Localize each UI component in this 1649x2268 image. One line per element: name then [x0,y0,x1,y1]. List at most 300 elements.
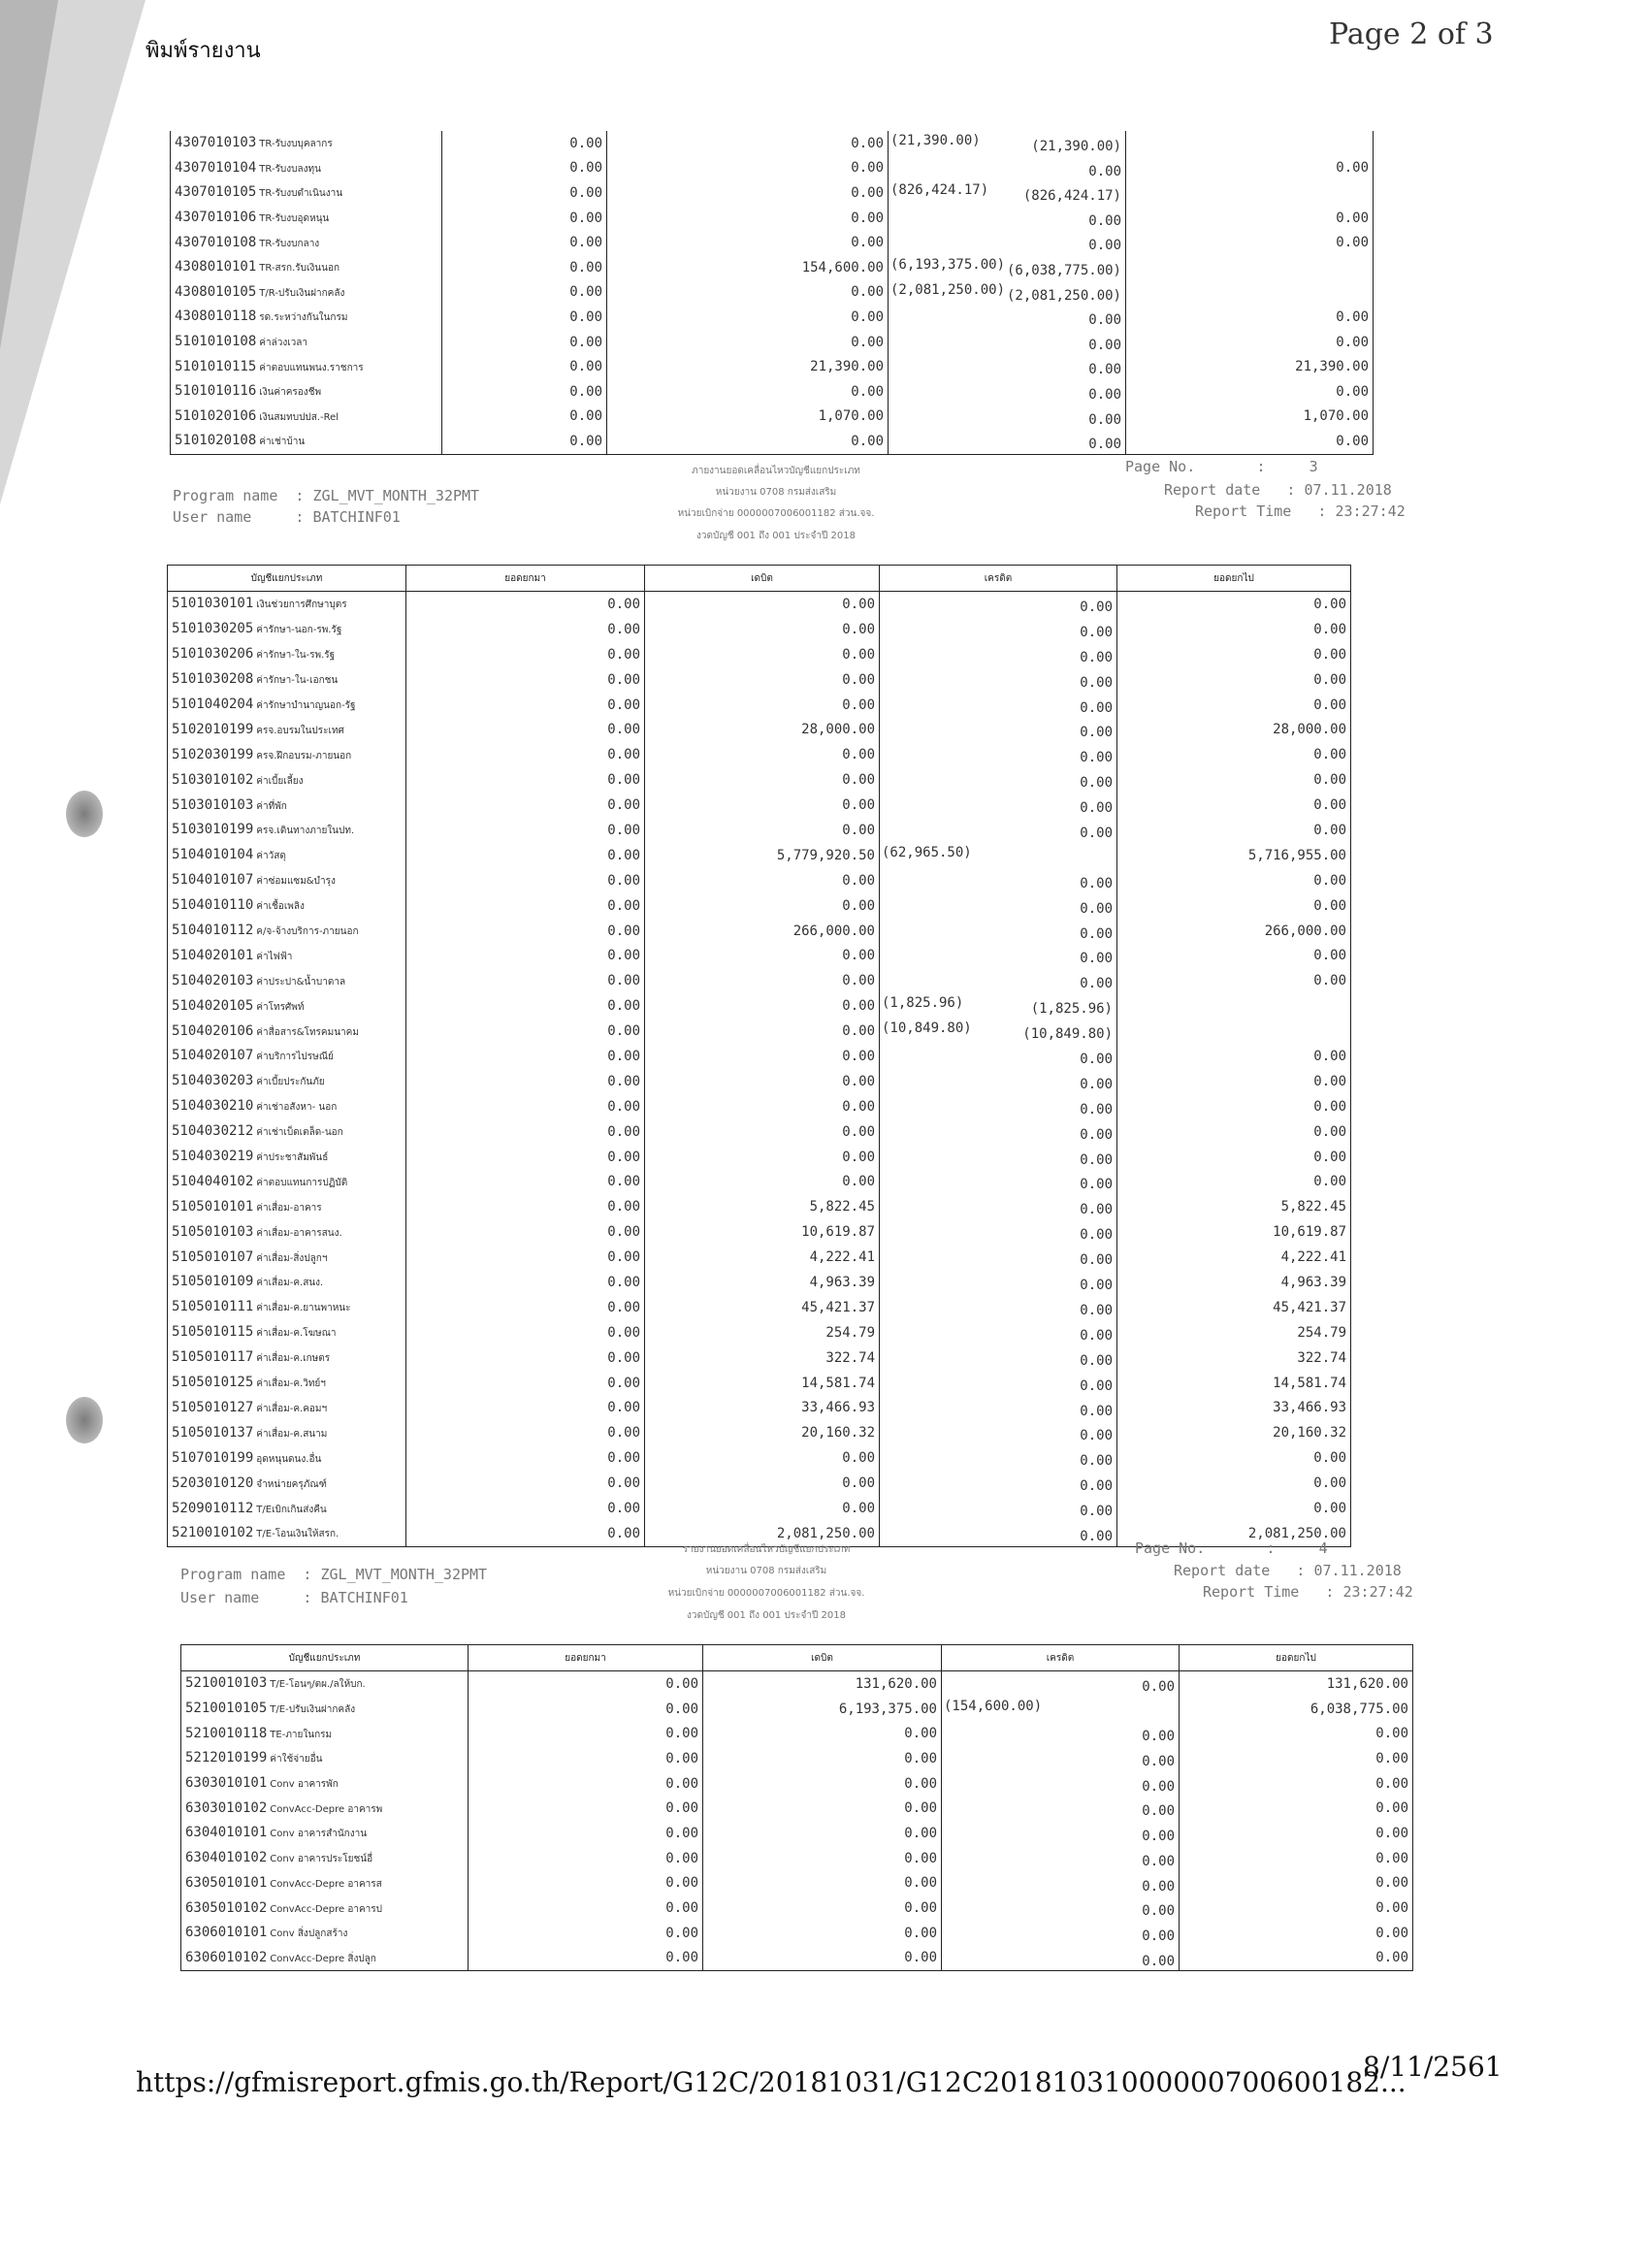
account-name: ค่าเสื่อม-อาคาร [256,1202,322,1214]
account-code: 6303010102 [185,1799,268,1816]
credit-cell [942,1846,1180,1871]
closing-balance-cell: 0.00 [1117,1094,1351,1119]
account-code: 5203010120 [172,1474,254,1491]
debit-cell: 0.00 [645,642,880,667]
closing-balance-cell: 4,963.39 [1117,1270,1351,1295]
credit-value: 0.00 [1080,1076,1113,1092]
debit-cell: 0.00 [607,131,889,156]
opening-balance-cell: 0.00 [406,1420,645,1445]
closing-balance-cell: 254.79 [1117,1320,1351,1345]
debit-cell: 20,160.32 [645,1420,880,1445]
ledger-table-section-1 [170,131,1374,455]
debit-cell: 14,581.74 [645,1371,880,1396]
account-code: 5101010115 [175,358,257,374]
account-name: อุดหนุนดนง.อื่น [256,1453,322,1465]
account-cell [181,1697,469,1722]
debit-cell: 5,779,920.50 [645,843,880,868]
account-name: ค่าเสื่อม-ค.โฆษณา [256,1328,337,1340]
closing-balance-cell: 0.00 [1126,379,1374,405]
credit-value: 0.00 [1080,1151,1113,1168]
credit-cell [880,943,1117,968]
account-cell [168,893,406,919]
table-header-row [181,1645,1413,1671]
debit-cell: 0.00 [607,156,889,181]
account-name: TR-สรก.รับเงินนอก [259,263,340,275]
account-cell [168,943,406,968]
opening-balance-cell: 0.00 [406,993,645,1019]
closing-balance-cell: 45,421.37 [1117,1295,1351,1320]
opening-balance-cell: 0.00 [406,1445,645,1471]
credit-cell [889,131,1126,156]
account-code: 5104020105 [172,997,254,1014]
account-code: 5209010112 [172,1500,254,1516]
credit-cell [880,843,1117,868]
account-name: ค่าประชาสัมพันธ์ [256,1152,329,1164]
credit-value: (826,424.17) [1022,188,1121,205]
closing-balance-cell: 0.00 [1117,1471,1351,1496]
col-header-closing: ยอดยกไป [1117,566,1351,592]
account-name: TR-รับงบอุดหนุน [259,213,330,225]
debit-cell: 0.00 [645,767,880,793]
account-cell [168,667,406,693]
account-name: ค่าล่วงเวลา [259,338,308,349]
closing-balance-cell: 0.00 [1117,667,1351,693]
closing-balance-cell [1126,180,1374,206]
debit-cell: 0.00 [607,206,889,231]
credit-value: 0.00 [1088,411,1121,428]
account-cell [171,206,442,231]
table-row [168,919,1351,944]
closing-balance-cell: 10,619.87 [1117,1219,1351,1245]
credit-value: 0.00 [1080,1177,1113,1193]
program-name-label: Program name : ZGL_MVT_MONTH_32PMT [180,1566,488,1583]
account-name: ค่าสื่อสาร&โทรคมนาคม [256,1026,359,1038]
account-cell [168,793,406,818]
account-cell [171,230,442,255]
account-cell [168,1069,406,1094]
credit-cell [880,667,1117,693]
credit-cell [880,1119,1117,1145]
credit-cell [880,1445,1117,1471]
closing-balance-cell: 0.00 [1117,617,1351,642]
credit-value: (1,825.96) [1030,1001,1113,1018]
account-name: T/R-ปรับเงินฝากคลัง [259,287,345,299]
closing-balance-cell: 0.00 [1117,1445,1351,1471]
report-header-title: พิมพ์รายงาน [146,39,261,63]
credit-cell [889,429,1126,454]
account-cell [171,379,442,405]
account-code: 5104020106 [172,1022,254,1039]
table-row [168,1295,1351,1320]
debit-cell: 0.00 [645,943,880,968]
credit-cell [880,1396,1117,1421]
credit-value: 0.00 [1142,1853,1175,1869]
opening-balance-cell: 0.00 [469,1946,703,1971]
debit-cell: 1,070.00 [607,405,889,430]
closing-balance-cell: 0.00 [1117,1496,1351,1521]
credit-value: 0.00 [1088,437,1121,453]
closing-balance-cell: 0.00 [1117,1169,1351,1194]
credit-value: 0.00 [1080,775,1113,792]
account-name: TR-รับงบกลาง [259,238,320,249]
credit-value: 0.00 [1080,1403,1113,1419]
debit-cell: 0.00 [607,305,889,330]
table-row [181,1821,1413,1846]
account-code: 5101030206 [172,646,254,663]
account-cell [168,1245,406,1270]
col-header-closing: ยอดยกไป [1180,1645,1413,1671]
table-row [168,1169,1351,1194]
opening-balance-cell: 0.00 [442,305,607,330]
credit-value: 0.00 [1080,1227,1113,1244]
account-cell [171,429,442,454]
account-code: 5101010108 [175,334,257,350]
account-name: ค่าโทรศัพท์ [256,1001,305,1013]
credit-cell [889,180,1126,206]
table-row [168,1094,1351,1119]
table-row [168,1471,1351,1496]
table-row [171,280,1374,306]
opening-balance-cell: 0.00 [469,1721,703,1746]
account-name: รด.ระหว่างกันในกรม [259,312,348,324]
footer-url: https://gfmisreport.gfmis.go.th/Report/G12C/20181031/G12C20181031000000700600182... [136,2066,1406,2098]
account-cell [181,1846,469,1871]
credit-value: 0.00 [1080,976,1113,992]
opening-balance-cell: 0.00 [406,1471,645,1496]
table-row [168,1420,1351,1445]
debit-cell: 10,619.87 [645,1219,880,1245]
credit-value: 0.00 [1080,800,1113,817]
closing-balance-cell: 0.00 [1117,642,1351,667]
account-name: ค่าเบี้ยประกันภัย [256,1077,325,1088]
debit-cell: 0.00 [645,1471,880,1496]
closing-balance-cell: 28,000.00 [1117,717,1351,742]
debit-cell: 0.00 [645,968,880,993]
table-row [181,1697,1413,1722]
closing-balance-cell: 5,716,955.00 [1117,843,1351,868]
closing-balance-cell: 33,466.93 [1117,1396,1351,1421]
account-cell [168,767,406,793]
opening-balance-cell: 0.00 [406,1044,645,1069]
opening-balance-cell: 0.00 [406,1245,645,1270]
debit-cell: 0.00 [703,1746,942,1771]
account-code: 5104020101 [172,947,254,963]
table-row [168,1396,1351,1421]
account-code: 5212010199 [185,1750,268,1766]
closing-balance-cell: 4,222.41 [1117,1245,1351,1270]
debit-cell: 0.00 [645,893,880,919]
account-code: 4308010118 [175,308,257,325]
account-code: 5104010107 [172,872,254,889]
account-cell [171,354,442,379]
account-name: TE-ภายในกรม [270,1729,333,1740]
closing-balance-cell: 0.00 [1126,230,1374,255]
opening-balance-cell: 0.00 [406,717,645,742]
opening-balance-cell: 0.00 [406,1069,645,1094]
debit-cell: 21,390.00 [607,354,889,379]
credit-value: 0.00 [1080,1504,1113,1520]
user-name-label: User name : BATCHINF01 [180,1589,408,1606]
table-row [181,1871,1413,1896]
account-cell [168,1345,406,1371]
opening-balance-cell: 0.00 [406,1396,645,1421]
account-code: 5105010127 [172,1399,254,1415]
table-row [168,1219,1351,1245]
opening-balance-cell: 0.00 [442,379,607,405]
account-cell [168,1094,406,1119]
account-name: ConvAcc-Depre อาคารพ [270,1803,383,1815]
report-time: Report Time : 23:27:42 [1195,502,1406,520]
account-code: 5105010137 [172,1424,254,1441]
account-name: ค่าเชื้อเพลิง [256,901,305,913]
opening-balance-cell: 0.00 [406,592,645,617]
credit-adjustment: (826,424.17) [890,182,989,199]
table-row [171,354,1374,379]
debit-cell: 5,822.45 [645,1194,880,1219]
table-row [181,1895,1413,1921]
opening-balance-cell: 0.00 [442,255,607,280]
closing-balance-cell: 0.00 [1126,429,1374,454]
account-name: ค่าเสื่อม-ค.เกษตร [256,1353,331,1365]
opening-balance-cell: 0.00 [406,767,645,793]
credit-cell [880,717,1117,742]
closing-balance-cell [1126,255,1374,280]
debit-cell: 0.00 [703,1771,942,1797]
col-header-debit: เดบิต [645,566,880,592]
account-name: T/E-โอนเงินให้สรก. [256,1529,340,1540]
account-cell [171,180,442,206]
credit-value: 0.00 [1080,1278,1113,1294]
debit-cell: 0.00 [703,1846,942,1871]
account-name: ค่าเช่าเบ็ดเตล็ด-นอก [256,1127,343,1139]
account-code: 5101020106 [175,407,257,424]
credit-value: 0.00 [1080,750,1113,766]
table-row [168,1194,1351,1219]
report-center-line-3: หน่วยเบิกจ่าย 0000007006001182 ส่วน.จจ. [667,1588,865,1599]
ledger-table-section-3 [180,1644,1413,1971]
account-name: Conv อาคารพัก [270,1779,339,1791]
user-name-label: User name : BATCHINF01 [173,508,401,526]
credit-value: 0.00 [1080,1126,1113,1143]
credit-value: 0.00 [1142,1928,1175,1944]
closing-balance-cell: 14,581.74 [1117,1371,1351,1396]
credit-value: (2,081,250.00) [1006,287,1121,304]
closing-balance-cell: 0.00 [1117,868,1351,893]
table-row [171,379,1374,405]
account-code: 6305010101 [185,1874,268,1891]
debit-cell: 0.00 [645,1069,880,1094]
opening-balance-cell: 0.00 [469,1921,703,1946]
account-code: 5102010199 [172,721,254,737]
account-code: 6304010101 [185,1825,268,1841]
closing-balance-cell: 21,390.00 [1126,354,1374,379]
closing-balance-cell: 131,620.00 [1180,1671,1413,1697]
credit-value: 0.00 [1088,386,1121,403]
credit-cell [880,1270,1117,1295]
account-name: ConvAcc-Depre อาคารป [270,1903,382,1915]
opening-balance-cell: 0.00 [406,742,645,767]
credit-adjustment: (10,849.80) [882,1021,972,1037]
account-cell [168,1445,406,1471]
col-header-opening: ยอดยกมา [406,566,645,592]
credit-value: 0.00 [1080,1428,1113,1444]
account-name: ค่าเสื่อม-ค.ยานพาหนะ [256,1303,351,1314]
account-name: เงินค่าครองชีพ [259,387,322,399]
table-row [181,1946,1413,1971]
table-row [171,230,1374,255]
credit-value: 0.00 [1088,163,1121,179]
account-cell [168,1044,406,1069]
opening-balance-cell: 0.00 [442,354,607,379]
table-row [168,1496,1351,1521]
closing-balance-cell: 0.00 [1117,1119,1351,1145]
account-code: 6304010102 [185,1850,268,1866]
credit-cell [880,1371,1117,1396]
closing-balance-cell: 5,822.45 [1117,1194,1351,1219]
account-name: T/Eเบิกเกินส่งคืน [256,1504,327,1515]
closing-balance-cell: 0.00 [1126,206,1374,231]
report-center-line-4: งวดบัญชี 001 ถึง 001 ประจำปี 2018 [695,531,856,541]
debit-cell: 45,421.37 [645,1295,880,1320]
debit-cell: 0.00 [703,1821,942,1846]
col-header-opening: ยอดยกมา [469,1645,703,1671]
table-row [168,1445,1351,1471]
account-name: ครจ.เดินทางภายในปท. [256,826,355,837]
account-name: ค่าที่พัก [256,800,287,812]
account-code: 6305010102 [185,1899,268,1916]
debit-cell: 0.00 [645,1445,880,1471]
account-name: ค่าเช่าบ้าน [259,437,306,448]
account-name: ConvAcc-Depre สิ่งปลูก [270,1953,376,1964]
closing-balance-cell: 0.00 [1117,693,1351,718]
credit-cell [880,993,1117,1019]
debit-cell: 0.00 [607,230,889,255]
account-code: 5104030212 [172,1123,254,1140]
account-name: ค่าเช่าอสังหา- นอก [256,1102,338,1114]
credit-value: 0.00 [1080,649,1113,665]
table-row [168,793,1351,818]
punch-hole [66,1397,103,1443]
account-cell [171,280,442,306]
credit-cell [889,354,1126,379]
credit-value: 0.00 [1088,238,1121,254]
account-name: TR-รับงบดำเนินงาน [259,188,343,200]
ledger-table-section-2 [167,565,1351,1547]
opening-balance-cell: 0.00 [442,429,607,454]
account-name: ค่าซ่อมแซม&บำรุง [256,876,336,888]
debit-cell: 0.00 [645,1145,880,1170]
credit-cell [880,1320,1117,1345]
account-name: จำหน่ายครุภัณฑ์ [256,1478,327,1490]
page-number: Page No. : 3 [1125,458,1318,475]
credit-value: 0.00 [1080,875,1113,891]
debit-cell: 6,193,375.00 [703,1697,942,1722]
closing-balance-cell: 0.00 [1180,1846,1413,1871]
opening-balance-cell: 0.00 [406,943,645,968]
account-name: ครจ.อบรมในประเทศ [256,725,344,736]
account-cell [181,1821,469,1846]
credit-value: 0.00 [1080,1302,1113,1318]
account-code: 5101010116 [175,383,257,400]
debit-cell: 322.74 [645,1345,880,1371]
page-indicator: Page 2 of 3 [1329,17,1494,51]
account-cell [181,1671,469,1697]
credit-value: 0.00 [1142,1803,1175,1820]
page-number: Page No. : 4 [1135,1539,1328,1557]
table-row [168,1119,1351,1145]
table-row [168,767,1351,793]
closing-balance-cell: 0.00 [1180,1895,1413,1921]
account-code: 5105010107 [172,1248,254,1265]
credit-cell [942,1771,1180,1797]
closing-balance-cell: 0.00 [1117,767,1351,793]
account-code: 5104020107 [172,1048,254,1064]
account-cell [181,1946,469,1971]
opening-balance-cell: 0.00 [469,1671,703,1697]
credit-value: (6,038,775.00) [1006,262,1121,278]
account-code: 4307010108 [175,234,257,250]
account-name: ค่าตอบแทนพนง.ราชการ [259,362,364,373]
credit-value: (21,390.00) [1031,139,1121,154]
table-row [168,693,1351,718]
opening-balance-cell: 0.00 [406,919,645,944]
debit-cell: 0.00 [703,1721,942,1746]
debit-cell: 266,000.00 [645,919,880,944]
credit-value: 0.00 [1088,312,1121,329]
account-cell [168,1471,406,1496]
debit-cell: 2,081,250.00 [645,1521,880,1546]
account-code: 5101020108 [175,433,257,449]
account-code: 6303010101 [185,1775,268,1792]
credit-cell [889,280,1126,306]
opening-balance-cell: 0.00 [469,1846,703,1871]
table-row [181,1746,1413,1771]
table-row [168,1371,1351,1396]
credit-value: 0.00 [1080,1101,1113,1118]
account-code: 5104020103 [172,972,254,988]
table-row [168,642,1351,667]
credit-adjustment: (154,600.00) [944,1698,1043,1714]
account-code: 4307010103 [175,135,257,151]
table-row [168,818,1351,843]
table-row [168,667,1351,693]
debit-cell: 254.79 [645,1320,880,1345]
debit-cell: 0.00 [645,1119,880,1145]
debit-cell: 33,466.93 [645,1396,880,1421]
account-name: ค่าใช้จ่ายอื่น [270,1754,323,1766]
debit-cell: 0.00 [645,993,880,1019]
credit-cell [880,1194,1117,1219]
col-header-credit: เครดิต [880,566,1117,592]
account-cell [168,968,406,993]
table-row [168,1044,1351,1069]
account-name: ค่ารักษา-นอก-รพ.รัฐ [256,625,342,636]
opening-balance-cell: 0.00 [406,1194,645,1219]
account-code: 4307010105 [175,184,257,201]
closing-balance-cell: 2,081,250.00 [1117,1521,1351,1546]
account-name: ค่าเสื่อม-ค.คอมฯ [256,1403,328,1414]
account-cell [168,592,406,617]
credit-value: 0.00 [1080,951,1113,967]
table-header-row [168,566,1351,592]
credit-cell [889,255,1126,280]
credit-cell [880,1420,1117,1445]
table-row [168,1270,1351,1295]
closing-balance-cell: 0.00 [1180,1771,1413,1797]
opening-balance-cell: 0.00 [406,1019,645,1044]
closing-balance-cell: 0.00 [1117,818,1351,843]
account-name: TR-รับงบบุคลากร [259,139,333,150]
